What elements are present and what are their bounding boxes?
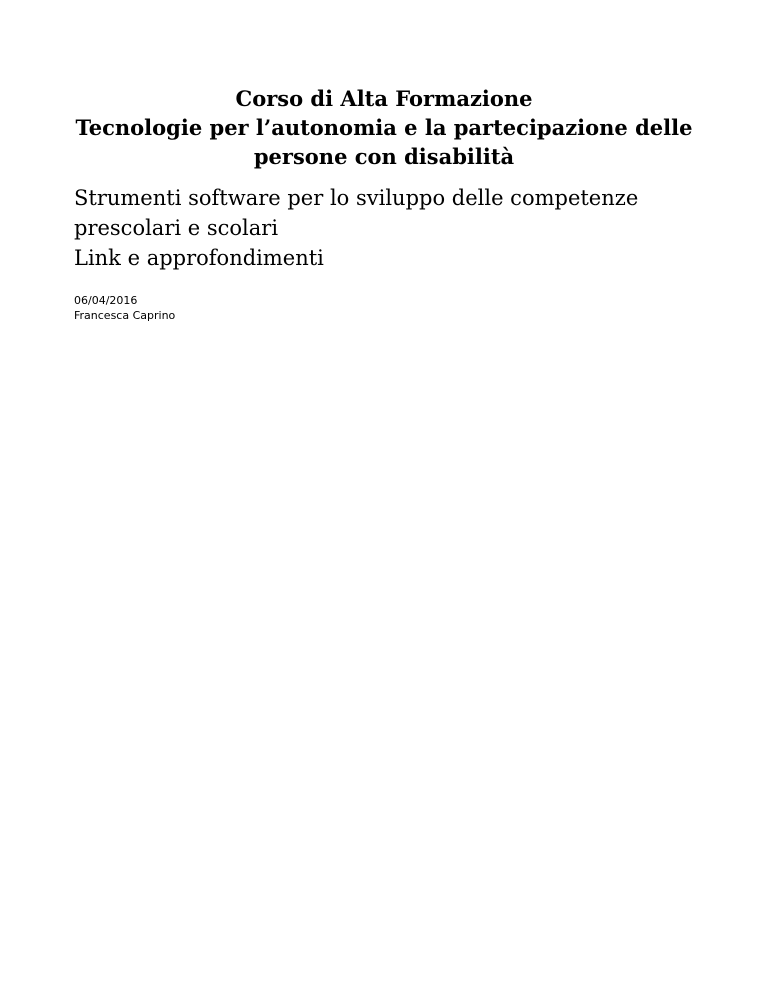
document-meta: [74, 293, 175, 323]
document-heading: [40, 84, 728, 171]
document-date: 06/04/2016: [74, 294, 138, 307]
topic-line-1: Strumenti software per lo sviluppo delle competenze: [74, 186, 639, 210]
topic-line-3: Link e approfondimenti: [74, 246, 324, 270]
course-title: Corso di Alta Formazione: [235, 86, 533, 111]
document-author: Francesca Caprino: [74, 309, 176, 322]
document-subtitle: [74, 183, 734, 273]
topic-line-2: prescolari e scolari: [74, 216, 279, 240]
course-subtitle-line-2: persone con disabilità: [253, 144, 515, 169]
course-subtitle-line-1: Tecnologie per l’autonomia e la partecipazione delle: [75, 115, 693, 140]
